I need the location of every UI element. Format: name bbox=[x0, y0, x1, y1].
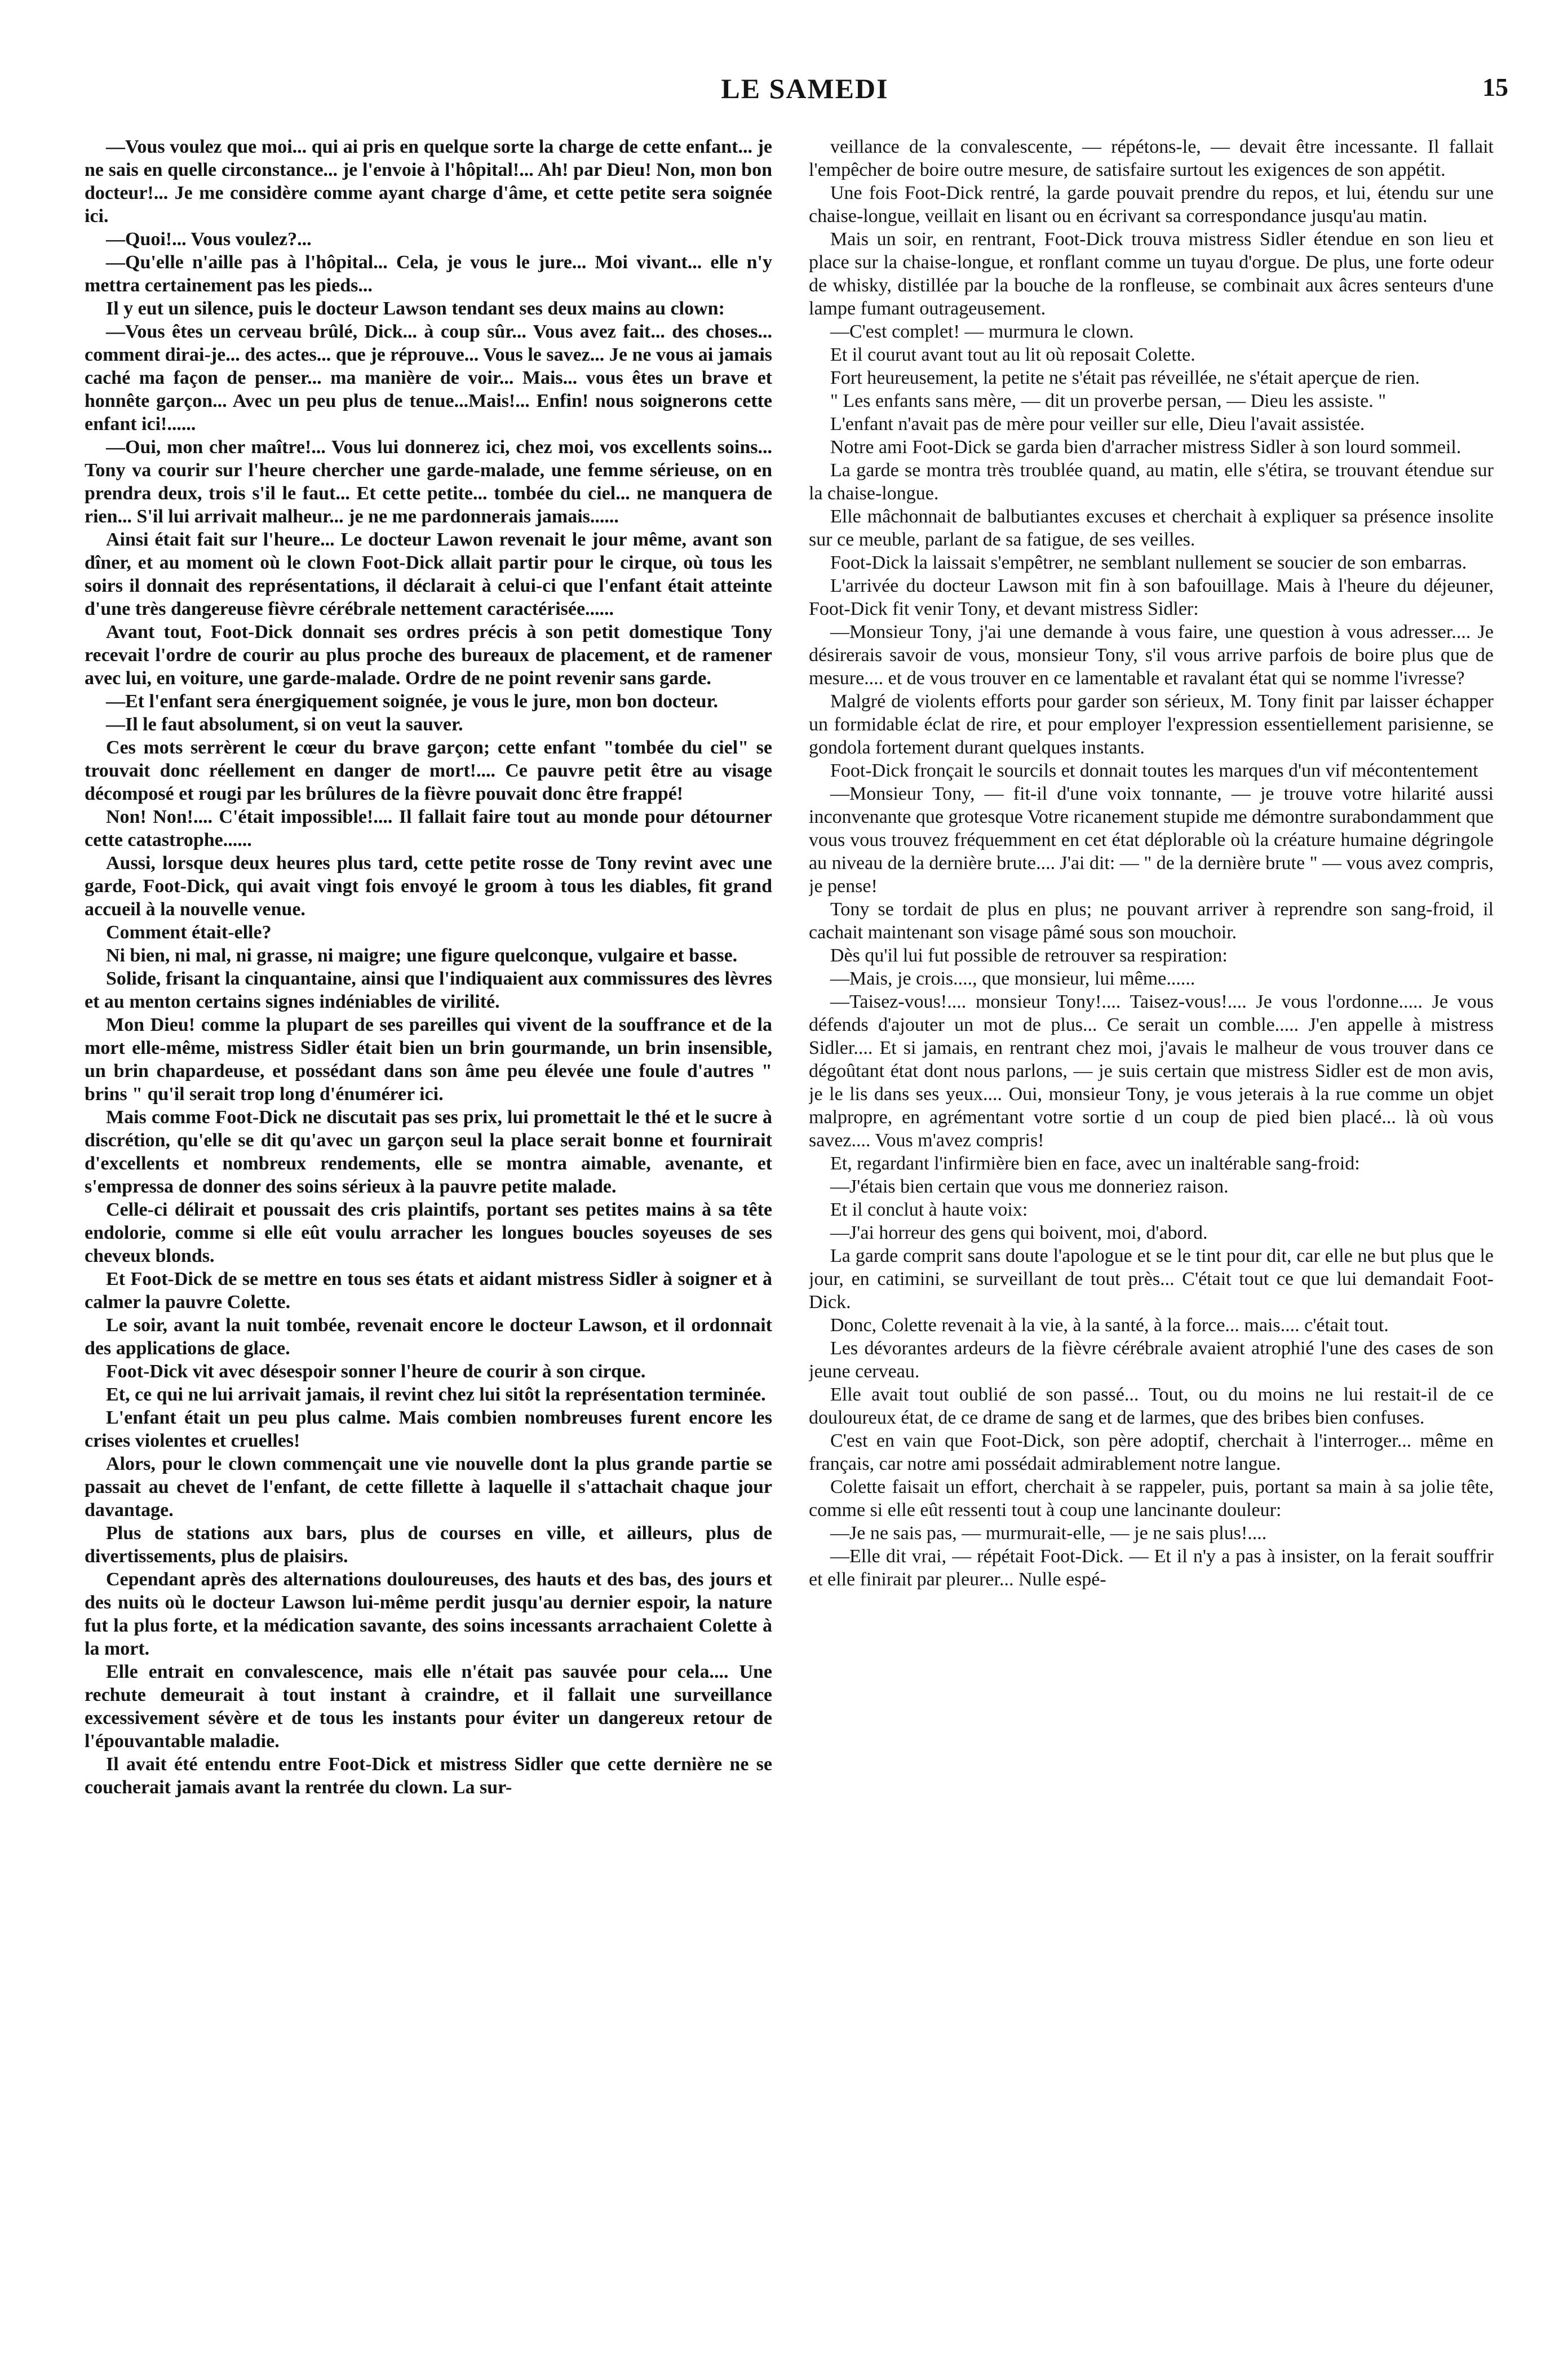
paragraph: —J'ai horreur des gens qui boivent, moi, d'abord. bbox=[830, 1222, 1208, 1243]
paragraph: Elle mâchonnait de balbutiantes excuses et cherchait à expliquer sa présence insolite sur ce meuble, parlant de sa fatigue, de ses veilles. bbox=[809, 506, 1494, 550]
paragraph: Foot-Dick la laissait s'empêtrer, ne semblant nullement se soucier de son embarras. bbox=[830, 552, 1467, 573]
paragraph: Malgré de violents efforts pour garder son sérieux, M. Tony finit par laisser échapper un formidable éclat de rire, et pour employer l'expression essentiellement parisienne, se gondola fortement durant quelques instants. bbox=[809, 691, 1494, 758]
paragraph: Ainsi était fait sur l'heure... Le docteur Lawon revenait le jour même, avant son dîner, et au moment où le clown Foot-Dick allait partir pour le cirque, où tous les soirs il donnait des représentations, il déclarait à celui-ci que l'enfant était atteinte d'une très dangereuse fièvre cérébrale nettement caractérisée...... bbox=[85, 529, 772, 619]
paragraph: Et, ce qui ne lui arrivait jamais, il revint chez lui sitôt la représentation terminée. bbox=[106, 1384, 766, 1405]
paragraph: —Mais, je crois...., que monsieur, lui même...... bbox=[830, 968, 1195, 989]
paragraph: Elle avait tout oublié de son passé... Tout, ou du moins ne lui restait-il de ce douloureux état, de ce drame de sang et de larmes, que des bribes bien confuses. bbox=[809, 1384, 1494, 1428]
paragraph: Alors, pour le clown commençait une vie nouvelle dont la plus grande partie se passait au chevet de l'enfant, de cette fillette à laquelle il s'attachait chaque jour davantage. bbox=[85, 1453, 772, 1521]
paragraph: Colette faisait un effort, cherchait à se rappeler, puis, portant sa main à sa jolie tête, comme si elle eût ressenti tout à coup une lancinante douleur: bbox=[809, 1477, 1494, 1521]
page-number: 15 bbox=[1482, 73, 1508, 101]
paragraph: Et Foot-Dick de se mettre en tous ses états et aidant mistress Sidler à soigner et à calmer la pauvre Colette. bbox=[85, 1269, 772, 1313]
paragraph: —Oui, mon cher maître!... Vous lui donnerez ici, chez moi, vos excellents soins... Tony va courir sur l'heure chercher une garde-malade, une femme sérieuse, on en prendra deux, trois s'il le faut... Et cette petite... tombée du ciel... ne manquera de rien... S'il lui arrivait malheur... je ne me pardonnerais jamais...... bbox=[85, 437, 772, 527]
paragraph: Tony se tordait de plus en plus; ne pouvant arriver à reprendre son sang-froid, il cachait maintenant son visage pâmé sous son mouchoir. bbox=[809, 899, 1494, 943]
paragraph: C'est en vain que Foot-Dick, son père adoptif, cherchait à l'interroger... même en français, car notre ami possédait admirablement notre langue. bbox=[809, 1430, 1494, 1474]
paragraph: L'enfant n'avait pas de mère pour veiller sur elle, Dieu l'avait assistée. bbox=[830, 414, 1365, 435]
paragraph: Donc, Colette revenait à la vie, à la santé, à la force... mais.... c'était tout. bbox=[830, 1315, 1389, 1336]
paragraph: —Et l'enfant sera énergiquement soignée, je vous le jure, mon bon docteur. bbox=[106, 691, 719, 712]
paragraph: Cependant après des alternations douloureuses, des hauts et des bas, des jours et des nuits où le docteur Lawson lui-même perdit jusqu'au dernier espoir, la nature fut la plus forte, et la médication savante, des soins incessants arrachaient Colette à la mort. bbox=[85, 1569, 772, 1659]
publication-title: LE SAMEDI bbox=[721, 73, 889, 104]
paragraph: —Vous êtes un cerveau brûlé, Dick... à coup sûr... Vous avez fait... des choses... comment dirai-je... des actes... que je réprouve... Vous le savez... Je ne vous ai jamais caché ma façon de penser... ma manière de voir... Mais... vous êtes un brave et honnête garçon... Avec un peu plus de tenue...Mais!... Enfin! nous soignerons cette enfant ici!...... bbox=[85, 321, 772, 435]
paragraph: Avant tout, Foot-Dick donnait ses ordres précis à son petit domestique Tony recevait l'ordre de courir au plus proche des bureaux de placement, et de ramener avec lui, en voiture, une garde-malade. Ordre de ne point revenir sans garde. bbox=[85, 622, 772, 689]
left-column bbox=[85, 135, 772, 2350]
paragraph: Ni bien, ni mal, ni grasse, ni maigre; une figure quelconque, vulgaire et basse. bbox=[106, 945, 738, 966]
paragraph: Foot-Dick vit avec désespoir sonner l'heure de courir à son cirque. bbox=[106, 1361, 646, 1382]
paragraph: Une fois Foot-Dick rentré, la garde pouvait prendre du repos, et lui, étendu sur une chaise-longue, veillait en lisant ou en écrivant sa correspondance jusqu'au matin. bbox=[809, 183, 1494, 227]
paragraph: Mon Dieu! comme la plupart de ses pareilles qui vivent de la souffrance et de la mort elle-même, mistress Sidler était bien un brin gourmande, un brin insensible, un brin chapardeuse, et possédant dans son âme peu élevée une foule d'autres " brins " qu'il serait trop long d'énumérer ici. bbox=[85, 1014, 772, 1105]
paragraph: —C'est complet! — murmura le clown. bbox=[830, 321, 1134, 342]
paragraph: " Les enfants sans mère, — dit un proverbe persan, — Dieu les assiste. " bbox=[830, 391, 1387, 411]
paragraph: —Vous voulez que moi... qui ai pris en quelque sorte la charge de cette enfant... je ne sais en quelle circonstance... je l'envoie à l'hôpital!... Ah! par Dieu! Non, mon bon docteur!... Je me considère comme ayant charge d'âme, et cette petite sera soignée ici. bbox=[85, 136, 772, 227]
paragraph: Le soir, avant la nuit tombée, revenait encore le docteur Lawson, et il ordonnait des applications de glace. bbox=[85, 1315, 772, 1359]
running-header bbox=[85, 72, 1525, 106]
paragraph: —Elle dit vrai, — répétait Foot-Dick. — Et il n'y a pas à insister, on la ferait souffrir et elle finirait par pleurer... Nulle espé- bbox=[809, 1546, 1494, 1590]
paragraph: —Je ne sais pas, — murmurait-elle, — je ne sais plus!.... bbox=[830, 1523, 1267, 1544]
paragraph: Il y eut un silence, puis le docteur Lawson tendant ses deux mains au clown: bbox=[106, 298, 725, 319]
paragraph: Et, regardant l'infirmière bien en face, avec un inaltérable sang-froid: bbox=[830, 1153, 1360, 1174]
paragraph: Fort heureusement, la petite ne s'était pas réveillée, ne s'était aperçue de rien. bbox=[830, 367, 1420, 388]
paragraph: Dès qu'il lui fut possible de retrouver sa respiration: bbox=[830, 945, 1228, 966]
paragraph: Comment était-elle? bbox=[106, 922, 272, 943]
paragraph: —Qu'elle n'aille pas à l'hôpital... Cela, je vous le jure... Moi vivant... elle n'y mettra certainement pas les pieds... bbox=[85, 252, 772, 296]
paragraph: Ces mots serrèrent le cœur du brave garçon; cette enfant "tombée du ciel" se trouvait donc réellement en danger de mort!.... Ce pauvre petit être au visage décomposé et rougi par les brûlures de la fièvre pouvait donc être frappé! bbox=[85, 737, 772, 804]
paragraph: veillance de la convalescente, — répétons-le, — devait être incessante. Il fallait l'empêcher de boire outre mesure, de satisfaire surtout les exigences de son appétit. bbox=[809, 136, 1494, 180]
paragraph: Foot-Dick fronçait le sourcils et donnait toutes les marques d'un vif mécontentement bbox=[830, 760, 1478, 781]
paragraph: L'arrivée du docteur Lawson mit fin à son bafouillage. Mais à l'heure du déjeuner, Foot-Dick fit venir Tony, et devant mistress Sidler: bbox=[809, 575, 1494, 619]
paragraph: Aussi, lorsque deux heures plus tard, cette petite rosse de Tony revint avec une garde, Foot-Dick, qui avait vingt fois envoyé le groom à tous les diables, fit grand accueil à la nouvelle venue. bbox=[85, 853, 772, 920]
paragraph: Notre ami Foot-Dick se garda bien d'arracher mistress Sidler à son lourd sommeil. bbox=[830, 437, 1461, 458]
paragraph: —Monsieur Tony, — fit-il d'une voix tonnante, — je trouve votre hilarité aussi inconvenante que grotesque Votre ricanement stupide me démontre surabondamment que vous vous trouvez fréquemment en cet état déplorable où la créature humaine dégringole au niveau de la dernière brute.... J'ai dit: — " de la dernière brute " — vous avez compris, je pense! bbox=[809, 783, 1494, 897]
paragraph: Et il conclut à haute voix: bbox=[830, 1199, 1028, 1220]
paragraph: —J'étais bien certain que vous me donneriez raison. bbox=[830, 1176, 1229, 1197]
paragraph: L'enfant était un peu plus calme. Mais combien nombreuses furent encore les crises violentes et cruelles! bbox=[85, 1407, 772, 1451]
paragraph: Solide, frisant la cinquantaine, ainsi que l'indiquaient aux commissures des lèvres et au menton certains signes indéniables de virilité. bbox=[85, 968, 772, 1012]
paragraph: Mais comme Foot-Dick ne discutait pas ses prix, lui promettait le thé et le sucre à discrétion, qu'elle se dit qu'avec un garçon seul la place serait bonne et fournirait d'excellents et nombreux rendements, elle se montra aimable, avenante, et s'empressa de donner des soins sérieux à la pauvre petite malade. bbox=[85, 1107, 772, 1197]
paragraph: Mais un soir, en rentrant, Foot-Dick trouva mistress Sidler étendue en son lieu et place sur la chaise-longue, et ronflant comme un tuyau d'orgue. De plus, une forte odeur de whisky, distillée par la bouche de la ronfleuse, se combinait aux âcres senteurs d'une lampe fumant outrageusement. bbox=[809, 229, 1494, 319]
paragraph: La garde comprit sans doute l'apologue et se le tint pour dit, car elle ne but plus que le jour, en catimini, se surveillant de tout près... C'était tout ce que lui demandait Foot-Dick. bbox=[809, 1246, 1494, 1313]
right-column bbox=[809, 135, 1494, 2350]
paragraph: Non! Non!.... C'était impossible!.... Il fallait faire tout au monde pour détourner cette catastrophe...... bbox=[85, 806, 772, 850]
paragraph: Plus de stations aux bars, plus de courses en ville, et ailleurs, plus de divertissements, plus de plaisirs. bbox=[85, 1523, 772, 1567]
paragraph: Les dévorantes ardeurs de la fièvre cérébrale avaient atrophié l'une des cases de son jeune cerveau. bbox=[809, 1338, 1494, 1382]
paragraph: —Monsieur Tony, j'ai une demande à vous faire, une question à vous adresser.... Je désirerais savoir de vous, monsieur Tony, s'il vous arrive parfois de boire plus que de mesure.... et de vous trouver en ce lamentable et ravalant état qui se nomme l'ivresse? bbox=[809, 622, 1494, 689]
paragraph: Celle-ci délirait et poussait des cris plaintifs, portant ses petites mains à sa tête endolorie, comme si elle eût voulu arracher les longues boucles soyeuses de ses cheveux blonds. bbox=[85, 1199, 772, 1266]
paragraph: Elle entrait en convalescence, mais elle n'était pas sauvée pour cela.... Une rechute demeurait à tout instant à craindre, et il fallait une surveillance excessivement sévère et de tous les instants pour éviter un dangereux retour de l'épouvantable maladie. bbox=[85, 1661, 772, 1752]
paragraph: —Il le faut absolument, si on veut la sauver. bbox=[106, 714, 463, 735]
paragraph: Et il courut avant tout au lit où reposait Colette. bbox=[830, 344, 1195, 365]
paragraph: —Quoi!... Vous voulez?... bbox=[106, 229, 312, 250]
paragraph: La garde se montra très troublée quand, au matin, elle s'étira, se trouvant étendue sur la chaise-longue. bbox=[809, 460, 1494, 504]
paragraph: —Taisez-vous!.... monsieur Tony!.... Taisez-vous!.... Je vous l'ordonne..... Je vous défends d'ajouter un mot de plus... Ce serait un comble..... J'en appelle à mistress Sidler.... Et si jamais, en rentrant chez moi, j'avais le malheur de vous trouver dans ce dégoûtant état dont nous parlons, — je suis certain que mistress Sidler est de mon avis, je le lis dans ses yeux.... Oui, monsieur Tony, je vous jeterais à la rue comme un objet malpropre, en agrémentant votre sortie d un coup de pied bien placé... là où vous savez.... Vous m'avez compris! bbox=[809, 991, 1494, 1151]
paragraph: Il avait été entendu entre Foot-Dick et mistress Sidler que cette dernière ne se coucherait jamais avant la rentrée du clown. La sur- bbox=[85, 1754, 772, 1798]
